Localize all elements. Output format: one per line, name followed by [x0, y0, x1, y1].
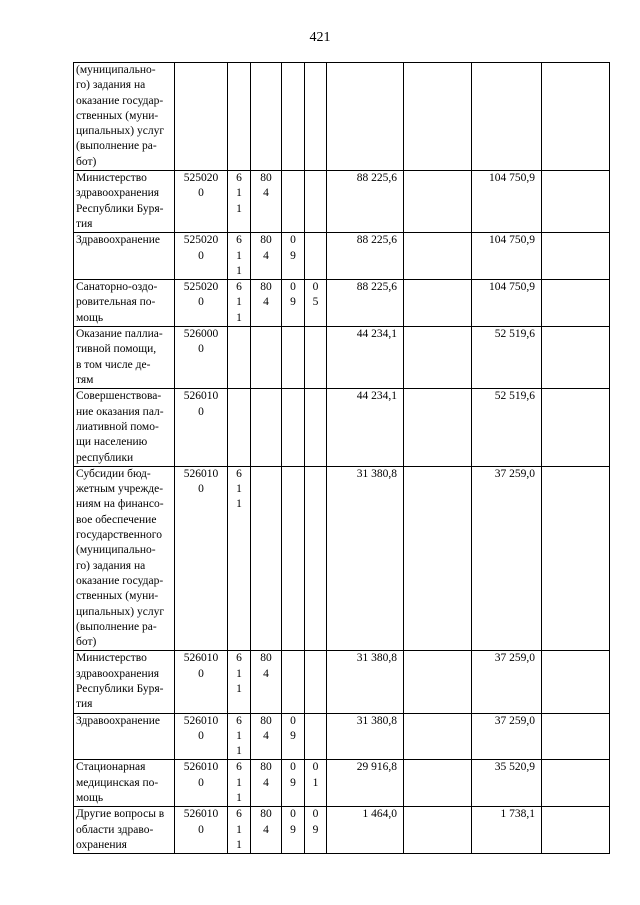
cell-amount-3: 37 259,0 [472, 651, 542, 713]
cell-amount-2 [404, 760, 472, 807]
cell-expense-type [228, 327, 251, 389]
cell-amount-2 [404, 651, 472, 713]
cell-amount-4 [542, 651, 610, 713]
cell-amount-4 [542, 280, 610, 327]
cell-amount-3: 104 750,9 [472, 280, 542, 327]
cell-expense-type: 6 1 1 [228, 807, 251, 854]
page-number: 421 [309, 30, 331, 45]
cell-ministry-code [251, 389, 282, 466]
cell-amount-1: 44 234,1 [327, 389, 404, 466]
cell-name: Субсидии бюд- жетным учрежде- ниям на финансо- вое обеспечение государственного (муниципально- го) задания на оказание государ- ственных (муни- ципальных) услуг (выполнение ра- бот) [74, 466, 175, 651]
cell-amount-3: 104 750,9 [472, 233, 542, 280]
cell-ministry-code [251, 63, 282, 171]
cell-amount-1: 88 225,6 [327, 280, 404, 327]
cell-ministry-code: 80 4 [251, 760, 282, 807]
cell-section [282, 389, 305, 466]
cell-name: Санаторно-оздо- ровительная по- мощь [74, 280, 175, 327]
cell-name: Стационарная медицинская по- мощь [74, 760, 175, 807]
cell-amount-1: 44 234,1 [327, 327, 404, 389]
cell-target-code: 526010 0 [175, 389, 228, 466]
cell-amount-4 [542, 807, 610, 854]
cell-expense-type: 6 1 1 [228, 171, 251, 233]
cell-expense-type [228, 63, 251, 171]
cell-target-code: 526010 0 [175, 713, 228, 760]
cell-subsection [305, 233, 327, 280]
cell-amount-2 [404, 233, 472, 280]
cell-amount-1: 31 380,8 [327, 466, 404, 651]
cell-name: (муниципально- го) задания на оказание государ- ственных (муни- ципальных) услуг (выполнение ра- бот) [74, 63, 175, 171]
cell-amount-2 [404, 466, 472, 651]
cell-amount-1: 31 380,8 [327, 651, 404, 713]
cell-amount-2 [404, 171, 472, 233]
cell-amount-2 [404, 713, 472, 760]
cell-section: 0 9 [282, 760, 305, 807]
cell-section [282, 651, 305, 713]
cell-expense-type: 6 1 1 [228, 713, 251, 760]
cell-amount-1: 88 225,6 [327, 233, 404, 280]
cell-expense-type [228, 389, 251, 466]
cell-section [282, 171, 305, 233]
budget-table [73, 62, 610, 854]
cell-expense-type: 6 1 1 [228, 760, 251, 807]
cell-target-code [175, 63, 228, 171]
table-row [74, 389, 610, 466]
cell-subsection [305, 171, 327, 233]
cell-section: 0 9 [282, 233, 305, 280]
cell-amount-3: 37 259,0 [472, 466, 542, 651]
table-row [74, 327, 610, 389]
cell-amount-4 [542, 171, 610, 233]
cell-amount-2 [404, 389, 472, 466]
cell-target-code: 526010 0 [175, 807, 228, 854]
cell-amount-2 [404, 63, 472, 171]
cell-name: Министерство здравоохранения Республики Буря- тия [74, 171, 175, 233]
cell-name: Здравоохранение [74, 233, 175, 280]
cell-target-code: 526010 0 [175, 760, 228, 807]
cell-amount-3 [472, 63, 542, 171]
cell-section: 0 9 [282, 280, 305, 327]
table-row [74, 651, 610, 713]
cell-name: Другие вопросы в области здраво- охранения [74, 807, 175, 854]
table-row [74, 63, 610, 171]
table-row [74, 760, 610, 807]
cell-target-code: 526010 0 [175, 651, 228, 713]
cell-expense-type: 6 1 1 [228, 233, 251, 280]
cell-ministry-code [251, 466, 282, 651]
table-row [74, 171, 610, 233]
cell-subsection [305, 389, 327, 466]
table-row [74, 713, 610, 760]
cell-section [282, 63, 305, 171]
cell-subsection [305, 713, 327, 760]
cell-amount-4 [542, 233, 610, 280]
table-row [74, 466, 610, 651]
table-row [74, 233, 610, 280]
cell-ministry-code: 80 4 [251, 280, 282, 327]
cell-subsection: 0 1 [305, 760, 327, 807]
cell-target-code: 526010 0 [175, 466, 228, 651]
table-row [74, 807, 610, 854]
cell-amount-2 [404, 280, 472, 327]
cell-name: Оказание паллиа- тивной помощи, в том числе де- тям [74, 327, 175, 389]
cell-section: 0 9 [282, 807, 305, 854]
cell-amount-2 [404, 327, 472, 389]
cell-ministry-code: 80 4 [251, 713, 282, 760]
cell-amount-4 [542, 327, 610, 389]
cell-amount-4 [542, 389, 610, 466]
cell-section [282, 327, 305, 389]
cell-subsection [305, 651, 327, 713]
cell-amount-3: 37 259,0 [472, 713, 542, 760]
cell-target-code: 525020 0 [175, 280, 228, 327]
cell-subsection [305, 466, 327, 651]
cell-expense-type: 6 1 1 [228, 466, 251, 651]
cell-amount-3: 35 520,9 [472, 760, 542, 807]
cell-name: Здравоохранение [74, 713, 175, 760]
cell-section: 0 9 [282, 713, 305, 760]
cell-ministry-code: 80 4 [251, 171, 282, 233]
cell-ministry-code: 80 4 [251, 233, 282, 280]
cell-expense-type: 6 1 1 [228, 651, 251, 713]
cell-name: Министерство здравоохранения Республики Буря- тия [74, 651, 175, 713]
cell-amount-3: 104 750,9 [472, 171, 542, 233]
cell-target-code: 525020 0 [175, 171, 228, 233]
cell-ministry-code: 80 4 [251, 651, 282, 713]
cell-subsection: 0 5 [305, 280, 327, 327]
cell-target-code: 526000 0 [175, 327, 228, 389]
cell-ministry-code [251, 327, 282, 389]
cell-amount-4 [542, 713, 610, 760]
table-row [74, 280, 610, 327]
cell-ministry-code: 80 4 [251, 807, 282, 854]
cell-amount-1: 29 916,8 [327, 760, 404, 807]
cell-amount-4 [542, 760, 610, 807]
cell-amount-1: 88 225,6 [327, 171, 404, 233]
cell-amount-3: 1 738,1 [472, 807, 542, 854]
cell-name: Совершенствова- ние оказания пал- лиативной помо- щи населению республики [74, 389, 175, 466]
cell-subsection [305, 327, 327, 389]
cell-amount-4 [542, 466, 610, 651]
cell-amount-1 [327, 63, 404, 171]
cell-amount-1: 1 464,0 [327, 807, 404, 854]
cell-target-code: 525020 0 [175, 233, 228, 280]
cell-amount-3: 52 519,6 [472, 327, 542, 389]
cell-expense-type: 6 1 1 [228, 280, 251, 327]
cell-amount-2 [404, 807, 472, 854]
cell-section [282, 466, 305, 651]
cell-amount-1: 31 380,8 [327, 713, 404, 760]
cell-subsection [305, 63, 327, 171]
cell-amount-3: 52 519,6 [472, 389, 542, 466]
cell-subsection: 0 9 [305, 807, 327, 854]
cell-amount-4 [542, 63, 610, 171]
